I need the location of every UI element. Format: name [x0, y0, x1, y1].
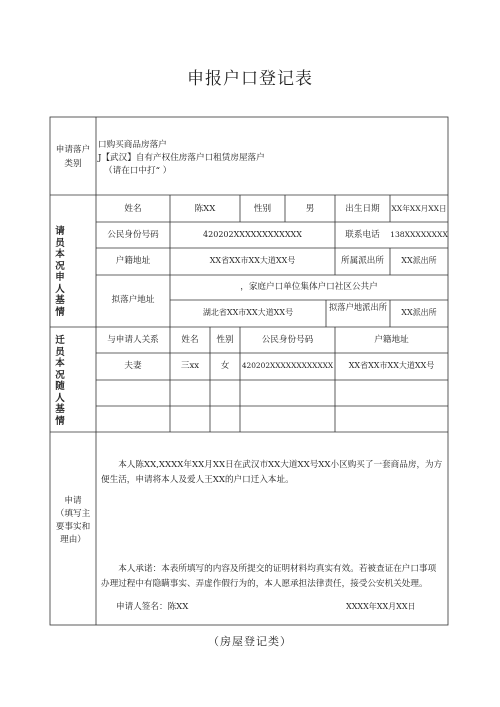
hukou-value: XX省XX市XX大道XX号 [209, 256, 296, 265]
companion-header-name: 姓名 [181, 335, 199, 345]
dob-value: XX年XX月XX日 [391, 204, 447, 213]
dob-label: 出生日期 [345, 204, 380, 214]
companion-hukou: XX省XX市XX大道XX号 [348, 361, 435, 370]
footer-note: （房屋登记类） [208, 635, 292, 648]
signature-date: XXXX年XX月XX日 [346, 602, 416, 611]
companions-section-label: 迁员本况随人基情 [55, 335, 65, 427]
category-hint: （请在口中打“ ） [104, 166, 172, 176]
police-value: XX派出所 [401, 256, 437, 265]
category-option-2: J【武汉】自有产权住房落户口租赁房屋落户 [98, 153, 265, 163]
id-value: 420202XXXXXXXXXXXX [203, 230, 302, 239]
companion-name: 三xx [180, 361, 200, 371]
phone-label: 联系电话 [345, 230, 380, 240]
form-title: 申报户口登记表 [187, 69, 313, 89]
reason-label-line-4: 理由） [60, 535, 86, 545]
gender-value: 男 [305, 204, 315, 214]
reason-label-line-1: 申请 [64, 496, 82, 506]
target-household-type: ，家庭户口单位集体户口社区公共户 [240, 282, 378, 292]
phone-value: 138XXXXXXXX [390, 230, 448, 239]
gender-label: 性别 [253, 204, 272, 214]
name-value: 陈XX [194, 204, 216, 214]
target-address-value: 湖北省XX市XX大道XX号 [202, 308, 294, 317]
name-label: 姓名 [124, 204, 142, 214]
reason-text: 本人陈XX,XXXX年XX月XX日在武汉市XX大道XX号XX小区购买了一套商品房，为方便生活，申请将本人及爱人王XX的户口迁入本址。 [101, 460, 443, 485]
reason-label-line-2: （填写主 [55, 509, 91, 519]
hukou-label: 户籍地址 [115, 256, 151, 266]
companion-relation: 夫妻 [124, 361, 142, 371]
companion-header-id: 公民身份号码 [261, 335, 314, 345]
target-police-label: 拟落户地派出所 [328, 302, 388, 312]
companion-header-relation: 与申请人关系 [107, 335, 159, 345]
police-label: 所属派出所 [341, 256, 384, 266]
companion-header-hukou: 户籍地址 [374, 335, 409, 345]
category-option-1: 口购买商品房落户 [98, 140, 167, 150]
companion-header-gender: 性别 [216, 335, 234, 345]
reason-label-line-3: 要事实和 [55, 522, 91, 532]
applicant-section-label: 请员本况申人基情 [55, 226, 65, 318]
target-address-label: 拟落户地址 [111, 295, 155, 305]
companion-gender: 女 [220, 361, 230, 371]
pledge-text: 本人承诺：本表所填写的内容及所提交的证明材料均真实有效。若被查证在户口事项办理过程中有隐瞒事实、弄虚作假行为的，本人愿承担法律责任，接受公安机关处理。 [101, 564, 437, 589]
target-police-value: XX派出所 [401, 308, 437, 317]
category-label: 申请落户类别 [55, 145, 91, 169]
id-label: 公民身份号码 [107, 230, 159, 240]
companion-id: 420202XXXXXXXXXXXX [241, 361, 334, 370]
signature: 申请人签名：陈XX [116, 602, 189, 612]
